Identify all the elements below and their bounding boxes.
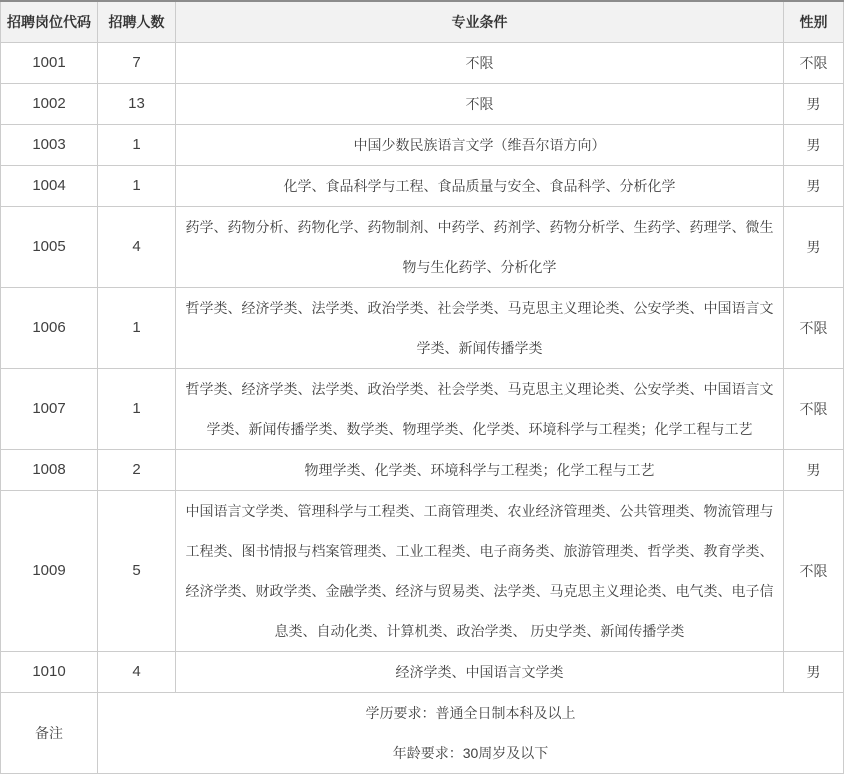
table-row — [1, 125, 844, 166]
remark-row — [1, 693, 844, 774]
cell-position-code: 1008 — [1, 450, 98, 491]
cell-major-requirement: 中国语言文学类、管理科学与工程类、工商管理类、农业经济管理类、公共管理类、物流管理与工程类、图书情报与档案管理类、工业工程类、电子商务类、旅游管理类、哲学类、教育学类、经济学类、财政学类、金融学类、经济与贸易类、法学类、马克思主义理论类、电气类、电子信息类、自动化类、计算机类、政治学类、 历史学类、新闻传播学类 — [176, 491, 784, 652]
cell-recruit-count: 4 — [98, 652, 176, 693]
remark-label: 备注 — [1, 693, 98, 774]
table-row — [1, 43, 844, 84]
cell-recruit-count: 7 — [98, 43, 176, 84]
header-row — [1, 1, 844, 43]
table-body — [1, 43, 844, 774]
cell-recruit-count: 5 — [98, 491, 176, 652]
cell-position-code: 1005 — [1, 207, 98, 288]
header-major-requirement: 专业条件 — [176, 1, 784, 43]
table-row — [1, 491, 844, 652]
cell-position-code: 1010 — [1, 652, 98, 693]
cell-gender: 男 — [784, 84, 844, 125]
remark-content — [98, 693, 844, 774]
table-row — [1, 369, 844, 450]
cell-major-requirement: 哲学类、经济学类、法学类、政治学类、社会学类、马克思主义理论类、公安学类、中国语言文学类、新闻传播学类、数学类、物理学类、化学类、环境科学与工程类；化学工程与工艺 — [176, 369, 784, 450]
header-position-code: 招聘岗位代码 — [1, 1, 98, 43]
cell-major-requirement: 经济学类、中国语言文学类 — [176, 652, 784, 693]
cell-major-requirement: 哲学类、经济学类、法学类、政治学类、社会学类、马克思主义理论类、公安学类、中国语言文学类、新闻传播学类 — [176, 288, 784, 369]
cell-recruit-count: 4 — [98, 207, 176, 288]
cell-gender: 男 — [784, 450, 844, 491]
cell-recruit-count: 1 — [98, 166, 176, 207]
cell-position-code: 1004 — [1, 166, 98, 207]
cell-recruit-count: 1 — [98, 125, 176, 166]
table-row — [1, 450, 844, 491]
cell-gender: 不限 — [784, 491, 844, 652]
header-gender: 性别 — [784, 1, 844, 43]
table-row — [1, 652, 844, 693]
table-header — [1, 1, 844, 43]
cell-gender: 男 — [784, 652, 844, 693]
cell-position-code: 1009 — [1, 491, 98, 652]
remark-age-requirement: 年龄要求：30周岁及以下 — [392, 745, 549, 761]
cell-gender: 男 — [784, 166, 844, 207]
cell-major-requirement: 物理学类、化学类、环境科学与工程类；化学工程与工艺 — [176, 450, 784, 491]
cell-major-requirement: 药学、药物分析、药物化学、药物制剂、中药学、药剂学、药物分析学、生药学、药理学、微生物与生化药学、分析化学 — [176, 207, 784, 288]
cell-recruit-count: 2 — [98, 450, 176, 491]
cell-position-code: 1002 — [1, 84, 98, 125]
cell-gender: 男 — [784, 207, 844, 288]
table-row — [1, 166, 844, 207]
cell-recruit-count: 1 — [98, 288, 176, 369]
cell-recruit-count: 13 — [98, 84, 176, 125]
header-recruit-count: 招聘人数 — [98, 1, 176, 43]
cell-gender: 不限 — [784, 288, 844, 369]
cell-position-code: 1001 — [1, 43, 98, 84]
table-row — [1, 207, 844, 288]
cell-position-code: 1003 — [1, 125, 98, 166]
table-row — [1, 84, 844, 125]
cell-gender: 不限 — [784, 43, 844, 84]
cell-major-requirement: 化学、食品科学与工程、食品质量与安全、食品科学、分析化学 — [176, 166, 784, 207]
cell-gender: 男 — [784, 125, 844, 166]
remark-education-requirement: 学历要求：普通全日制本科及以上 — [365, 705, 576, 721]
cell-gender: 不限 — [784, 369, 844, 450]
table-row — [1, 288, 844, 369]
cell-major-requirement: 不限 — [176, 84, 784, 125]
cell-major-requirement: 不限 — [176, 43, 784, 84]
cell-major-requirement: 中国少数民族语言文学（维吾尔语方向） — [176, 125, 784, 166]
cell-position-code: 1006 — [1, 288, 98, 369]
cell-recruit-count: 1 — [98, 369, 176, 450]
cell-position-code: 1007 — [1, 369, 98, 450]
